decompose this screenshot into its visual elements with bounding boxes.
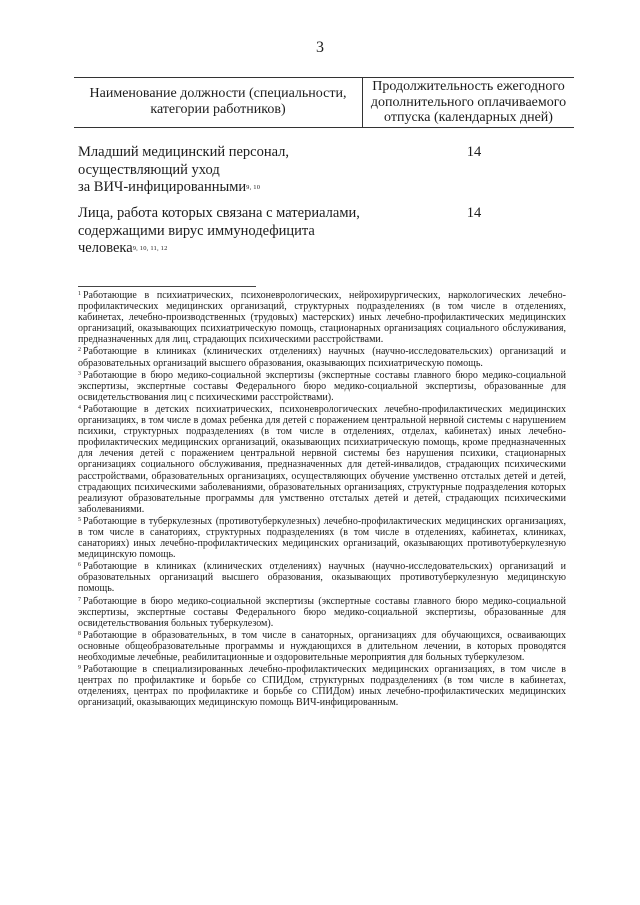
- footnote-item: [78, 345, 566, 368]
- row-line: Младший медицинский персонал,: [78, 144, 290, 160]
- footnote-text: Работающие в образовательных, в том числе в санаторных, организациях для обучающихся, осваивающих основные общеобразовательные программы и нуждающихся в длительном лечении, в которых проводятся необходимые лечебные, реабилитационные и оздоровительные мероприятия для больных туберкулезом.: [78, 629, 566, 663]
- footnote-item: [78, 560, 566, 594]
- column-header-leave-duration: Продолжительность ежегодного дополнительного оплачиваемого отпуска (календарных дней): [370, 79, 567, 125]
- footnotes: [78, 289, 566, 708]
- footnote-item: [78, 515, 566, 560]
- footnote-item: [78, 663, 566, 708]
- footnote-number: 6: [78, 562, 81, 569]
- footnote-reference: 9, 10: [246, 184, 261, 191]
- footnote-item: [78, 629, 566, 663]
- row-line: осуществляющий уход: [78, 161, 220, 178]
- footnote-number: 7: [78, 596, 81, 603]
- footnote-number: 2: [78, 347, 81, 354]
- footnote-number: 3: [78, 370, 81, 377]
- footnote-text: Работающие в детских психиатрических, психоневрологических лечебно-профилактических медицинских организациях, в том числе в домах ребенка для детей с поражением центральной нервной системы с нарушением психики, структурных подразделениях (в том числе в отделениях, отделах, кабинетах) иных лечебно-профилактических медицинских организаций, оказывающих психиатрическую помощь, кроме предназначенных для лечения детей с поражением центральной нервной системы без нарушения психики, стационарных организациях социального обслуживания, предназначенных для детей-инвалидов, страдающих психическими расстройствами, образовательных организациях, осуществляющих обучение умственно отсталых детей и детей, страдающих психическими заболеваниями, образовательных организациях, структурные подразделения которых реализуют образовательные программы для умственно отсталых детей и детей, страдающих психическими заболеваниями.: [78, 403, 566, 515]
- footnote-number: 1: [78, 291, 81, 297]
- footnote-number: 4: [78, 404, 81, 411]
- footnote-number: 5: [78, 516, 81, 523]
- footnote-reference: 9, 10, 11, 12: [132, 245, 168, 252]
- table-header: [74, 77, 574, 128]
- footnote-item: [78, 403, 566, 515]
- footnote-number: 9: [78, 665, 81, 672]
- row-line: содержащими вирус иммунодефицита: [78, 222, 315, 239]
- footnote-item: [78, 289, 566, 345]
- footnote-text: Работающие в клиниках (клинических отделениях) научных (научно-исследовательских) организаций и образовательных организаций высшего образования, оказывающих психиатрическую помощь.: [78, 346, 566, 369]
- footnote-item: [78, 369, 566, 403]
- row-line: Лица, работа которых связана с материалами,: [78, 205, 360, 221]
- column-header-position: Наименование должности (специальности, категории работников): [89, 86, 347, 117]
- row-position-name: [78, 205, 378, 258]
- row-line: за ВИЧ-инфицированными: [78, 179, 247, 195]
- row-leave-days: 14: [466, 144, 482, 160]
- row-position-name: [78, 144, 378, 197]
- footnote-item: [78, 595, 566, 629]
- page-number: 3: [316, 39, 324, 56]
- footnote-text: Работающие в бюро медико-социальной экспертизы (экспертные составы главного бюро медико-социальной экспертизы, экспертные составы Федерального бюро медико-социальной экспертизы, образованные для освидетельствования больных туберкулезом).: [78, 595, 566, 629]
- row-leave-days: 14: [466, 205, 482, 221]
- footnote-text: Работающие в специализированных лечебно-профилактических медицинских организациях, в том числе в центрах по профилактике и борьбе со СПИДом, структурных подразделениях (в том числе в кабинетах, отделениях, центрах по профилактике и борьбе со СПИДом) иных лечебно-профилактических медицинских организаций, оказывающих медицинскую помощь ВИЧ-инфицированным.: [78, 664, 566, 709]
- footnote-separator: [78, 286, 256, 287]
- footnote-text: Работающие в бюро медико-социальной экспертизы (экспертные составы главного бюро медико-социальной экспертизы, экспертные составы Федерального бюро медико-социальной экспертизы, образованные для освидетельствования лиц с психическими расстройствами).: [78, 369, 566, 403]
- footnote-number: 8: [78, 630, 81, 637]
- footnote-text: Работающие в клиниках (клинических отделениях) научных (научно-исследовательских) организаций и образовательных организаций высшего образования, оказывающих противотуберкулезную медицинскую помощь.: [78, 561, 566, 595]
- footnote-text: Работающие в психиатрических, психоневрологических, нейрохирургических, наркологических лечебно-профилактических медицинских организаций, структурных подразделениях (в том числе в отделениях, кабинетах, лечебно-производственных (трудовых) мастерских) иных лечебно-профилактических медицинских организаций, оказывающих психиатрическую помощь, стационарных организациях социального обслуживания, предназначенных для лиц, страдающих психическими расстройствами.: [78, 290, 566, 346]
- footnote-text: Работающие в туберкулезных (противотуберкулезных) лечебно-профилактических медицинских организациях, в том числе в санаториях, структурных подразделениях (в том числе в отделениях, кабинетах, клиниках, санаториях) иных лечебно-профилактических медицинских организаций, оказывающих противотуберкулезную медицинскую помощь.: [78, 515, 566, 561]
- row-line: человека: [78, 240, 133, 256]
